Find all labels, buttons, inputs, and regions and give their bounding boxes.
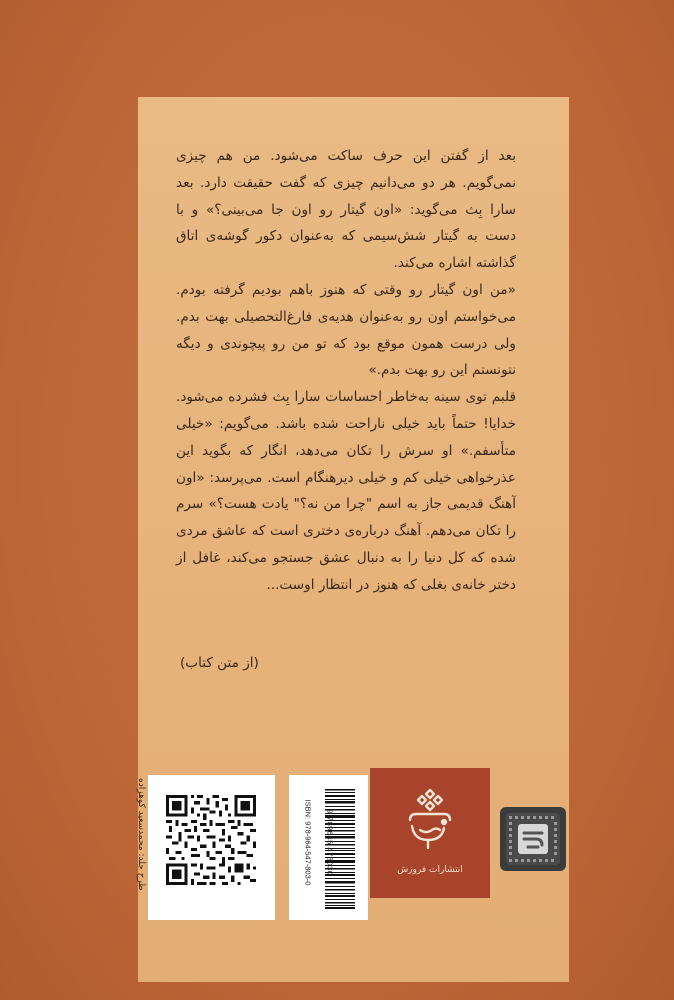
emblem-icon bbox=[506, 813, 560, 865]
excerpt-paragraph-1: بعد از گفتن این حرف ساکت می‌شود. من هم چیزی نمی‌گویم. هر دو می‌دانیم چیزی که گفت حقیقت دارد. بعد سارا بِث می‌گوید: «اون گیتار رو اون جا می‌بینی؟» و با دست به گیتار شش‌سیمی که به‌عنوان دکور گوشه‌ی اتاق گذاشته اشاره می‌کند. bbox=[176, 148, 516, 272]
cover-designer-credit: طرح جلد: محمدسعید کوهزاده bbox=[136, 778, 146, 891]
qr-code-card bbox=[148, 775, 275, 920]
isbn-label: ISBN: 978-964-547-803-0 bbox=[303, 799, 313, 886]
qr-code-icon bbox=[166, 795, 256, 885]
source-note: (از متن کتاب) bbox=[180, 655, 259, 671]
excerpt-paragraph-2: «من اون گیتار رو وقتی که هنوز باهم بودیم گرفته بودم. می‌خواستم اون رو به‌عنوان هدیه‌ی فارغ‌التحصیلی بهت بدم. ولی درست همون موقع بود که تو من رو پیچوندی و دیگه نتونستم این رو بهت بدم.» bbox=[176, 281, 516, 379]
excerpt-paragraph-3: قلبم توی سینه به‌خاطر احساسات سارا بِث فشرده می‌شود. خدایا! حتماً باید خیلی ناراحت شده باشد. می‌گویم: «خیلی متأسفم.» او سرش را تکان می‌دهد، انگار که بگوید این عذرخواهی خیلی کم و خیلی دیرهنگام است. می‌پرسد: «اون آهنگ قدیمی جاز به اسم "چرا من نه؟" یادت هست؟» سرم را تکان می‌دهم. آهنگ درباره‌ی دختری است که عاشق مردی شده که کل دنیا را به دنبال عشق جستجو می‌کند، غافل از دختر خانه‌ی بغلی که هنوز در انتظار اوست... bbox=[176, 389, 516, 593]
publisher-logo-box bbox=[370, 768, 490, 898]
emblem-badge bbox=[500, 807, 566, 871]
isbn-digits: 9 789645 478030 bbox=[325, 809, 335, 876]
publisher-logo-icon bbox=[400, 786, 460, 856]
publisher-name: انتشارات فروزش bbox=[397, 865, 463, 875]
book-excerpt bbox=[176, 143, 516, 599]
barcode-card bbox=[289, 775, 368, 920]
